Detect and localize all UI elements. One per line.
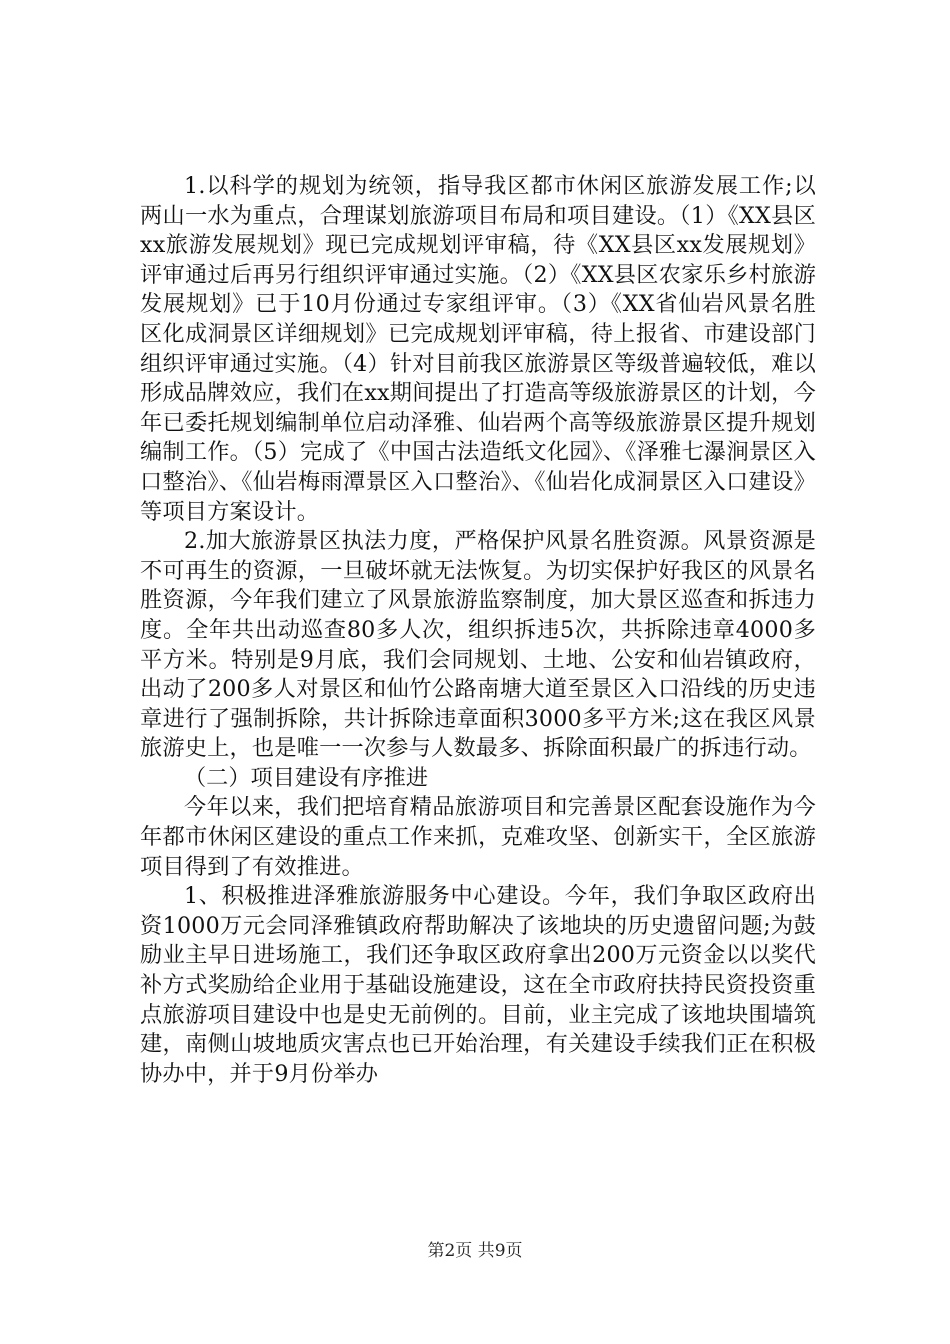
page-footer [0,1240,950,1262]
paragraph-service-center: 1、积极推进泽雅旅游服务中心建设。今年，我们争取区政府出资1000万元会同泽雅镇政府帮助解决了该地块的历史遗留问题;为鼓励业主早日进场施工，我们还争取区政府拿出200万元资金以以奖代补方式奖励给企业用于基础设施建设，这在全市政府扶持民资投资重点旅游项目建设中也是史无前例的。目前，业主完成了该地块围墙筑建，南侧山坡地质灾害点也已开始治理，有关建设手续我们正在积极协办中，并于9月份举办 [140,883,816,1087]
section-heading: （二）项目建设有序推进 [184,764,429,791]
paragraph-intro: 今年以来，我们把培育精品旅游项目和完善景区配套设施作为今年都市休闲区建设的重点工作来抓，克难攻坚、创新实干，全区旅游项目得到了有效推进。 [140,794,816,880]
document-body [140,172,816,1089]
paragraph-planning: 1.以科学的规划为统领，指导我区都市休闲区旅游发展工作;以两山一水为重点，合理谋划旅游项目布局和项目建设。（1）《XX县区xx旅游发展规划》现已完成规划评审稿，待《XX县区xx发展规划》评审通过后再另行组织评审通过实施。（2）《XX县区农家乐乡村旅游发展规划》已于10月份通过专家组评审。（3）《XX省仙岩风景名胜区化成洞景区详细规划》已完成规划评审稿，待上报省、市建设部门组织评审通过实施。（4）针对目前我区旅游景区等级普遍较低，难以形成品牌效应，我们在xx期间提出了打造高等级旅游景区的计划，今年已委托规划编制单位启动泽雅、仙岩两个高等级旅游景区提升规划编制工作。（5）完成了《中国古法造纸文化园》、《泽雅七瀑涧景区入口整治》、《仙岩梅雨潭景区入口整治》、《仙岩化成洞景区入口建设》等项目方案设计。 [140,173,816,525]
page-number-label: 第2页 共9页 [427,1241,523,1261]
paragraph-enforcement: 2.加大旅游景区执法力度，严格保护风景名胜资源。风景资源是不可再生的资源，一旦破坏就无法恢复。为切实保护好我区的风景名胜资源，今年我们建立了风景旅游监察制度，加大景区巡查和拆违力度。全年共出动巡查80多人次，组织拆违5次，共拆除违章4000多平方米。特别是9月底，我们会同规划、土地、公安和仙岩镇政府，出动了200多人对景区和仙竹公路南塘大道至景区入口沿线的历史违章进行了强制拆除，共计拆除违章面积3000多平方米;这在我区风景旅游史上，也是唯一一次参与人数最多、拆除面积最广的拆违行动。 [140,528,816,762]
